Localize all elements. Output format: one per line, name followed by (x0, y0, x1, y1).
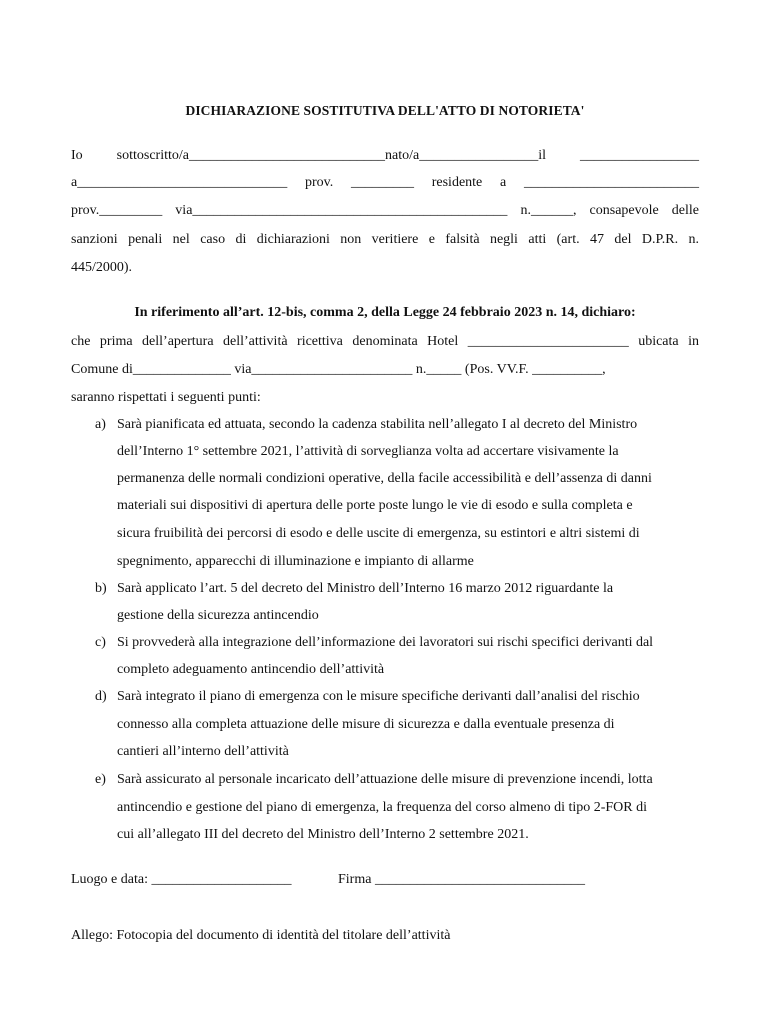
declarant-line-2: a______________________________ prov. _________ residente a _________________________ (71, 175, 699, 190)
list-item-label: a) (95, 417, 106, 432)
list-item-label: e) (95, 772, 106, 787)
declarant-line-3: prov._________ via_____________________________________________ n.______, consapevole delle (71, 203, 699, 218)
list-item-text: Sarà integrato il piano di emergenza con le misure specifiche derivanti dall’analisi del rischio (117, 689, 640, 704)
list-item-text: gestione della sicurezza antincendio (117, 608, 319, 623)
hotel-line-3: saranno rispettati i seguenti punti: (71, 390, 261, 405)
declarant-line-4: sanzioni penali nel caso di dichiarazioni non veritiere e falsità negli atti (art. 47 del D.P.R. n. (71, 232, 699, 247)
list-item-text: antincendio e gestione del piano di emergenza, la frequenza del corso almeno di tipo 2-FOR di (117, 800, 648, 815)
place-date-field: Luogo e data: ____________________ (71, 872, 292, 887)
list-item-text: cui all’allegato III del decreto del Ministro dell’Interno 2 settembre 2021. (117, 827, 529, 842)
hotel-line-1: che prima dell’apertura dell’attività ricettiva denominata Hotel _______________________ ubicata in (71, 334, 699, 349)
list-item-text: cantieri all’interno dell’attività (117, 744, 289, 759)
reference-heading: In riferimento all’art. 12-bis, comma 2, della Legge 24 febbraio 2023 n. 14, dichiaro: (134, 305, 636, 320)
signature-field: Firma ______________________________ (338, 872, 585, 887)
list-item-text: Sarà assicurato al personale incaricato dell’attuazione delle misure di prevenzione incendi, lotta (117, 772, 653, 787)
list-item-label: b) (95, 581, 107, 596)
list-item-text: materiali sui dispositivi di apertura delle porte poste lungo le vie di esodo e sulla completa e (117, 498, 633, 513)
attachment-note: Allego: Fotocopia del documento di identità del titolare dell’attività (71, 928, 451, 943)
list-item-label: c) (95, 635, 106, 650)
declarant-line-1: Io sottoscritto/a____________________________nato/a_________________il _________________ (71, 148, 699, 163)
list-item-text: sicura fruibilità dei percorsi di esodo e delle uscite di emergenza, su estintori e altri sistemi di (117, 526, 640, 541)
list-item-text: dell’Interno 1° settembre 2021, l’attività di sorveglianza volta ad accertare visivamente la (117, 444, 619, 459)
list-item-label: d) (95, 689, 107, 704)
hotel-line-2: Comune di______________ via_______________________ n._____ (Pos. VV.F. __________, (71, 362, 606, 377)
list-item-text: spegnimento, apparecchi di illuminazione e impianto di allarme (117, 554, 474, 569)
list-item-text: permanenza delle normali condizioni operative, della facile accessibilità e dell’assenza di danni (117, 471, 652, 486)
declarant-line-5: 445/2000). (71, 260, 133, 275)
document-title: DICHIARAZIONE SOSTITUTIVA DELL'ATTO DI NOTORIETA' (185, 103, 585, 118)
list-item-text: completo adeguamento antincendio dell’attività (117, 662, 385, 677)
list-item-text: Sarà pianificata ed attuata, secondo la cadenza stabilita nell’allegato I al decreto del Ministro (117, 417, 638, 432)
list-item-text: Sarà applicato l’art. 5 del decreto del Ministro dell’Interno 16 marzo 2012 riguardante la (117, 581, 614, 596)
list-item-text: Si provvederà alla integrazione dell’informazione dei lavoratori sui rischi specifici derivanti dal (117, 635, 654, 650)
list-item-text: connesso alla completa attuazione delle misure di sicurezza e dalla eventuale presenza di (117, 717, 615, 732)
